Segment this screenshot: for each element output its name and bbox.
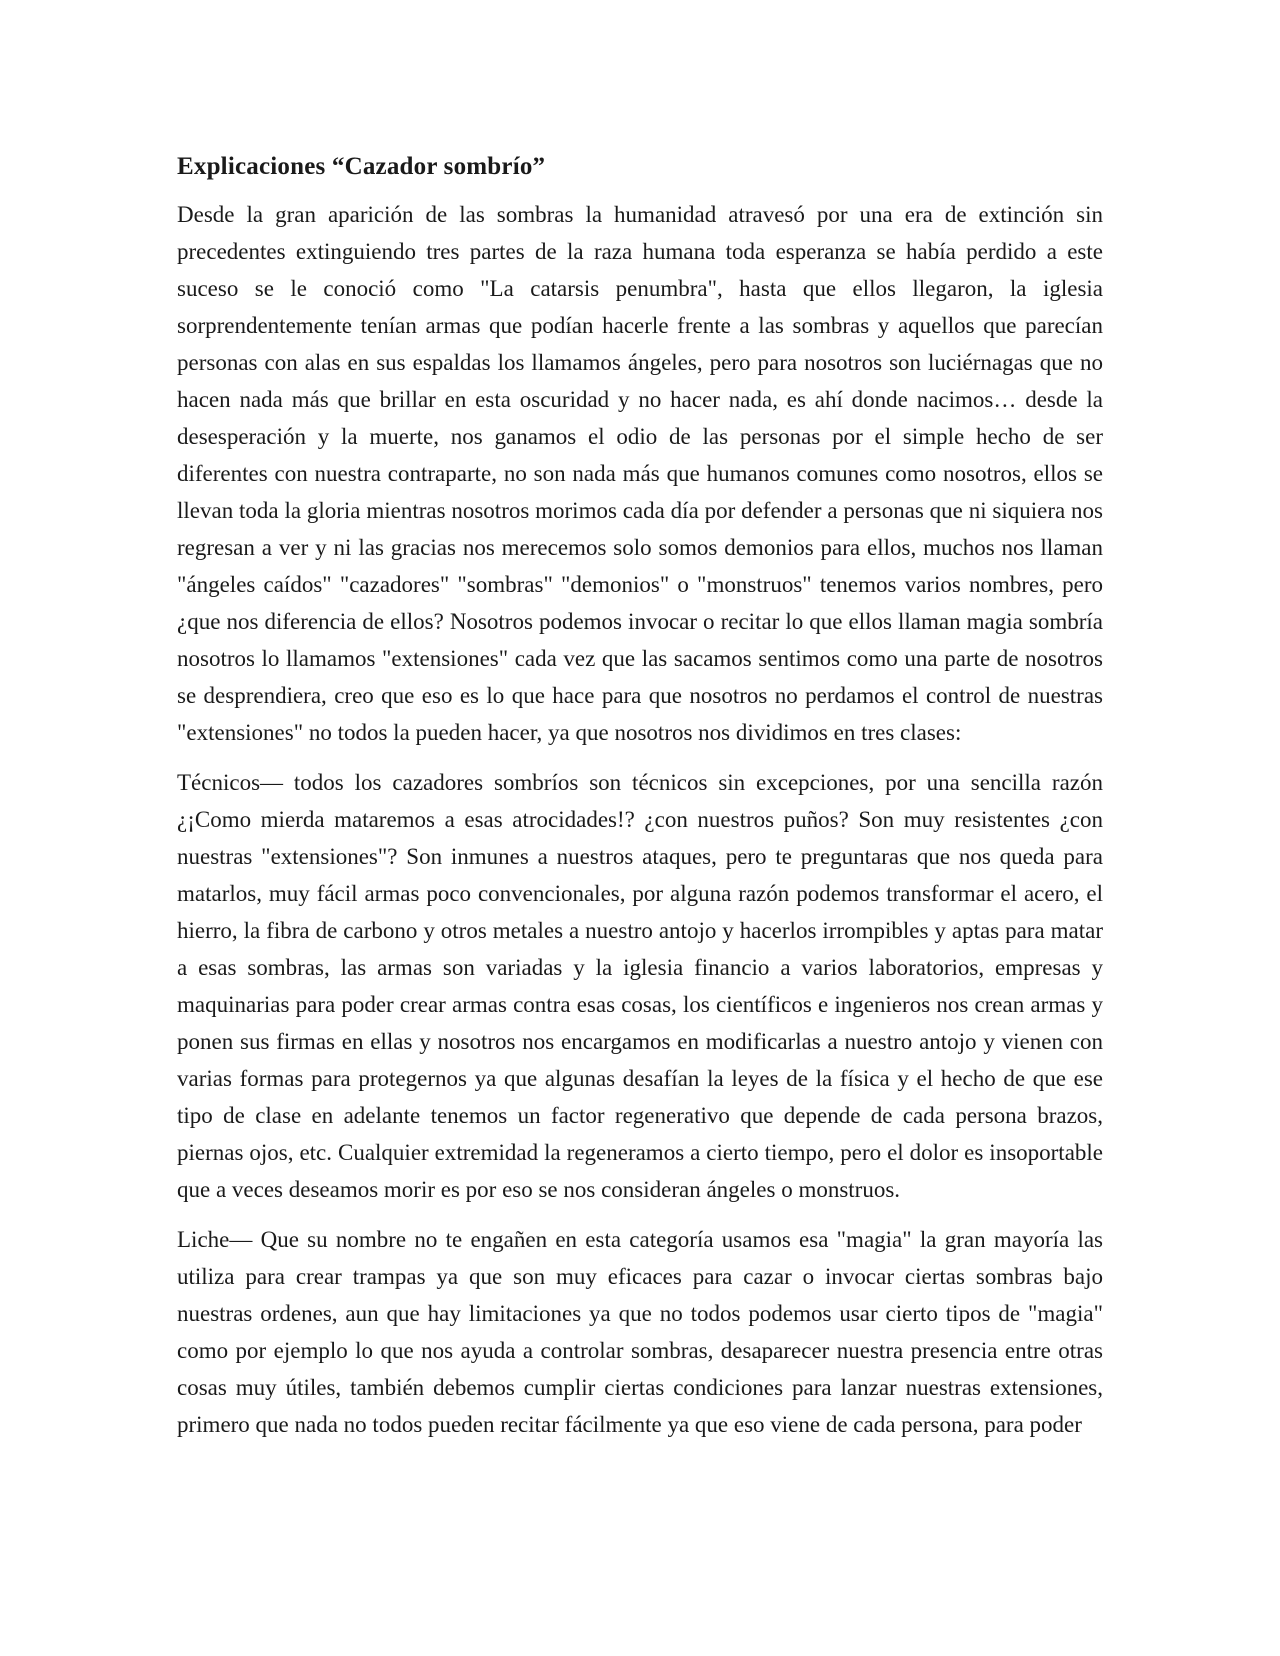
document-body [177,150,1103,1456]
paragraph-intro: Desde la gran aparición de las sombras la humanidad atravesó por una era de extinción sin precedentes extinguiendo tres partes de la raza humana toda esperanza se había perdido a este suceso se le conoció como "La catarsis penumbra", hasta que ellos llegaron, la iglesia sorprendentemente tenían armas que podían hacerle frente a las sombras y aquellos que parecían personas con alas en sus espaldas los llamamos ángeles, pero para nosotros son luciérnagas que no hacen nada más que brillar en esta oscuridad y no hacer nada, es ahí donde nacimos… desde la desesperación y la muerte, nos ganamos el odio de las personas por el simple hecho de ser diferentes con nuestra contraparte, no son nada más que humanos comunes como nosotros, ellos se llevan toda la gloria mientras nosotros morimos cada día por defender a personas que ni siquiera nos regresan a ver y ni las gracias nos merecemos solo somos demonios para ellos, muchos nos llaman "ángeles caídos" "cazadores" "sombras" "demonios" o "monstruos" tenemos varios nombres, pero ¿que nos diferencia de ellos? Nosotros podemos invocar o recitar lo que ellos llaman magia sombría nosotros lo llamamos "extensiones" cada vez que las sacamos sentimos como una parte de nosotros se desprendiera, creo que eso es lo que hace para que nosotros no perdamos el control de nuestras "extensiones" no todos la pueden hacer, ya que nosotros nos dividimos en tres clases: [177,202,1103,745]
document-title: Explicaciones “Cazador sombrío” [177,153,546,180]
paragraph-liche: Liche— Que su nombre no te engañen en esta categoría usamos esa "magia" la gran mayoría las utiliza para crear trampas ya que son muy eficaces para cazar o invocar ciertas sombras bajo nuestras ordenes, aun que hay limitaciones ya que no todos podemos usar cierto tipos de "magia" como por ejemplo lo que nos ayuda a controlar sombras, desaparecer nuestra presencia entre otras cosas muy útiles, también debemos cumplir ciertas condiciones para lanzar nuestras extensiones, primero que nada no todos pueden recitar fácilmente ya que eso viene de cada persona, para poder [177,1227,1103,1437]
paragraph-tecnicos: Técnicos— todos los cazadores sombríos son técnicos sin excepciones, por una sencilla razón ¿¡Como mierda mataremos a esas atrocidades!? ¿con nuestros puños? Son muy resistentes ¿con nuestras "extensiones"? Son inmunes a nuestros ataques, pero te preguntaras que nos queda para matarlos, muy fácil armas poco convencionales, por alguna razón podemos transformar el acero, el hierro, la fibra de carbono y otros metales a nuestro antojo y hacerlos irrompibles y aptas para matar a esas sombras, las armas son variadas y la iglesia financio a varios laboratorios, empresas y maquinarias para poder crear armas contra esas cosas, los científicos e ingenieros nos crean armas y ponen sus firmas en ellas y nosotros nos encargamos en modificarlas a nuestro antojo y vienen con varias formas para protegernos ya que algunas desafían la leyes de la física y el hecho de que ese tipo de clase en adelante tenemos un factor regenerativo que depende de cada persona brazos, piernas ojos, etc. Cualquier extremidad la regeneramos a cierto tiempo, pero el dolor es insoportable que a veces deseamos morir es por eso se nos consideran ángeles o monstruos. [177,770,1103,1202]
